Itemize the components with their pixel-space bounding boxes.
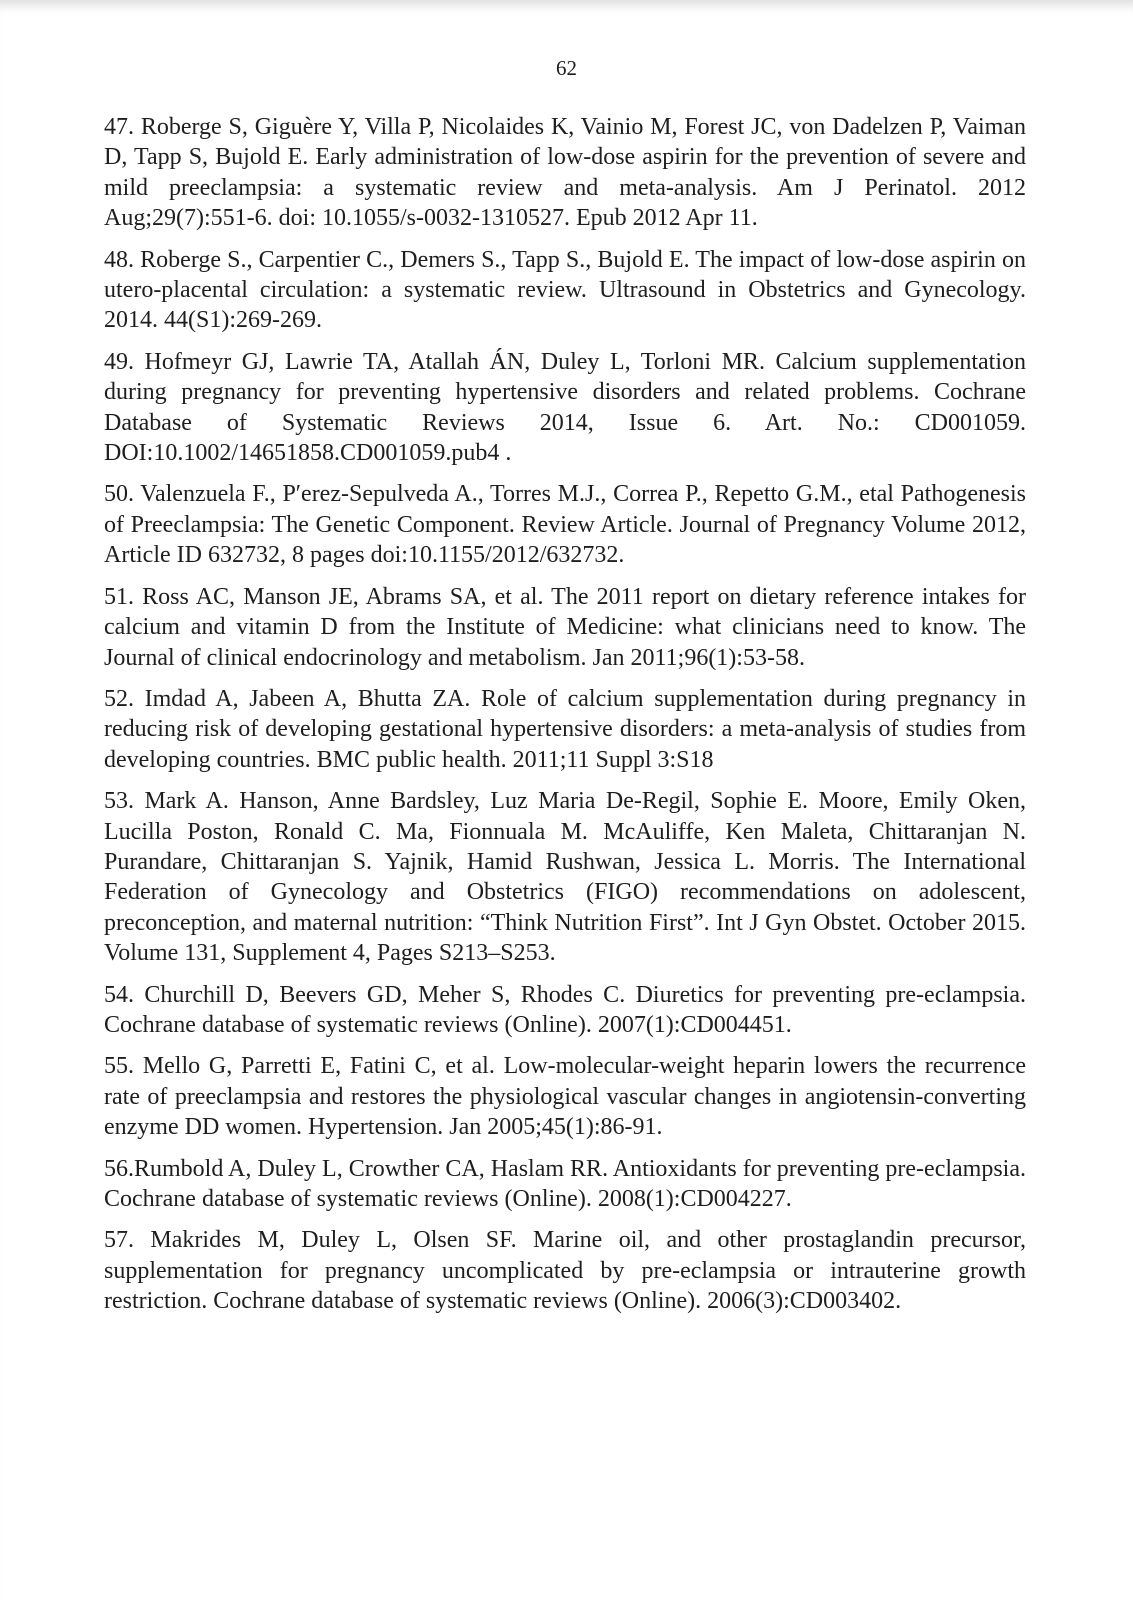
reference-item-48: 48. Roberge S., Carpentier C., Demers S., Tapp S., Bujold E. The impact of low-dose aspirin on utero-placental circulation: a systematic review. Ultrasound in Obstetrics and Gynecology. 2014. 44(S1):269-269. <box>104 246 1026 334</box>
reference-item-55: 55. Mello G, Parretti E, Fatini C, et al. Low-molecular-weight heparin lowers the recurrence rate of preeclampsia and restores the physiological vascular changes in angiotensin-converting enzyme DD women. Hypertension. Jan 2005;45(1):86-91. <box>104 1053 1026 1141</box>
reference-item-56: 56.Rumbold A, Duley L, Crowther CA, Haslam RR. Antioxidants for preventing pre-eclampsia. Cochrane database of systematic reviews (Online). 2008(1):CD004227. <box>104 1155 1026 1212</box>
reference-item-53: 53. Mark A. Hanson, Anne Bardsley, Luz Maria De-Regil, Sophie E. Moore, Emily Oken, Lucilla Poston, Ronald C. Ma, Fionnuala M. McAuliffe, Ken Maleta, Chittaranjan N. Purandare, Chittaranjan S. Yajnik, Hamid Rushwan, Jessica L. Morris. The International Federation of Gynecology and Obstetrics (FIGO) recommendations on adolescent, preconception, and maternal nutrition: “Think Nutrition First”. Int J Gyn Obstet. October 2015. Volume 131, Supplement 4, Pages S213–S253. <box>104 788 1026 967</box>
reference-item-57: 57. Makrides M, Duley L, Olsen SF. Marine oil, and other prostaglandin precursor, supplementation for pregnancy uncomplicated by pre-eclampsia or intrauterine growth restriction. Cochrane database of systematic reviews (Online). 2006(3):CD003402. <box>104 1227 1026 1315</box>
reference-item-47: 47. Roberge S, Giguère Y, Villa P, Nicolaides K, Vainio M, Forest JC, von Dadelzen P, Vaiman D, Tapp S, Bujold E. Early administration of low-dose aspirin for the prevention of severe and mild preeclampsia: a systematic review and meta-analysis. Am J Perinatol. 2012 Aug;29(7):551-6. doi: 10.1055/s-0032-1310527. Epub 2012 Apr 11. <box>104 114 1026 232</box>
reference-item-54: 54. Churchill D, Beevers GD, Meher S, Rhodes C. Diuretics for preventing pre-eclampsia. Cochrane database of systematic reviews (Online). 2007(1):CD004451. <box>104 981 1026 1038</box>
page-number: 62 <box>556 56 577 80</box>
reference-item-52: 52. Imdad A, Jabeen A, Bhutta ZA. Role of calcium supplementation during pregnancy in reducing risk of developing gestational hypertensive disorders: a meta-analysis of studies from developing countries. BMC public health. 2011;11 Suppl 3:S18 <box>104 685 1026 773</box>
reference-list <box>104 112 1026 1328</box>
reference-item-50: 50. Valenzuela F., P′erez-Sepulveda A., Torres M.J., Correa P., Repetto G.M., etal Pathogenesis of Preeclampsia: The Genetic Component. Review Article. Journal of Pregnancy Volume 2012, Article ID 632732, 8 pages doi:10.1155/2012/632732. <box>104 481 1026 569</box>
reference-item-51: 51. Ross AC, Manson JE, Abrams SA, et al. The 2011 report on dietary reference intakes for calcium and vitamin D from the Institute of Medicine: what clinicians need to know. The Journal of clinical endocrinology and metabolism. Jan 2011;96(1):53-58. <box>104 583 1026 671</box>
reference-item-49: 49. Hofmeyr GJ, Lawrie TA, Atallah ÁN, Duley L, Torloni MR. Calcium supplementation during pregnancy for preventing hypertensive disorders and related problems. Cochrane Database of Systematic Reviews 2014, Issue 6. Art. No.: CD001059. DOI:10.1002/14651858.CD001059.pub4 . <box>104 348 1026 467</box>
